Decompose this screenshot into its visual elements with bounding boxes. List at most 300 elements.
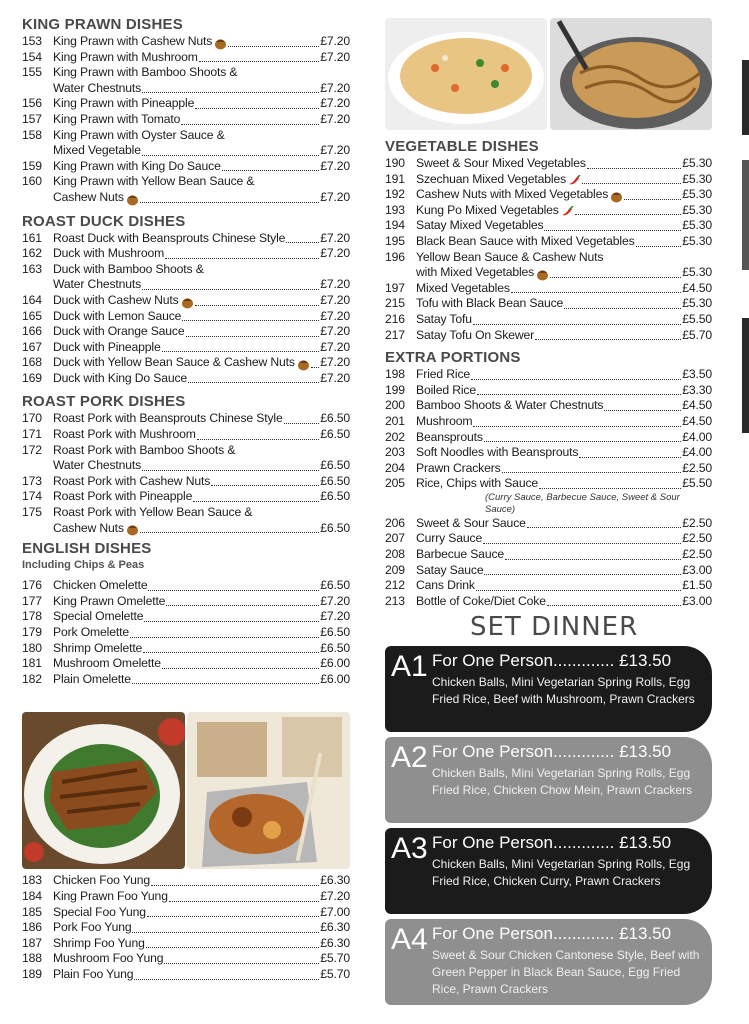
- menu-item: [385, 203, 712, 219]
- item-number: 162: [22, 246, 42, 261]
- item-name-text: Duck with Lemon Sauce: [53, 308, 182, 323]
- item-name-text: Water Chestnuts: [53, 277, 142, 292]
- item-number: 173: [22, 473, 42, 488]
- leader-dots: [147, 916, 319, 917]
- menu-item: [385, 398, 712, 414]
- item-number: 163: [22, 261, 42, 276]
- menu-item: [22, 905, 350, 921]
- item-name-text: with Mixed Vegetables: [416, 265, 535, 280]
- item-name-text: King Prawn with Oyster Sauce &: [53, 127, 225, 142]
- item-number: 184: [22, 888, 42, 903]
- item-name: [53, 873, 320, 889]
- set-dinner-a3: [385, 828, 712, 914]
- cashew-nut-icon: [295, 355, 310, 371]
- menu-item: [22, 309, 350, 325]
- item-number: 169: [22, 370, 42, 385]
- item-name-text: Pork Foo Yung: [53, 920, 132, 935]
- menu-item-line: [22, 262, 350, 278]
- item-name-text: Black Bean Sauce with Mixed Vegetables: [416, 233, 635, 248]
- item-name: [416, 234, 682, 250]
- item-name: [53, 936, 320, 952]
- menu-item-line: [22, 65, 350, 81]
- item-name-text: Roast Duck with Beansprouts Chinese Style: [53, 230, 286, 245]
- section-heading: EXTRA PORTIONS: [385, 349, 521, 367]
- item-name: [53, 65, 350, 81]
- item-name: [53, 309, 320, 325]
- item-number: 182: [22, 671, 42, 686]
- menu-item: [22, 489, 350, 505]
- menu-item: [22, 427, 350, 443]
- leader-dots: [564, 308, 681, 309]
- set-dinner-a2: [385, 737, 712, 823]
- item-price: £1.50: [682, 578, 712, 593]
- leader-dots: [284, 423, 320, 424]
- item-name: [416, 218, 682, 234]
- cashew-nut-icon: [212, 34, 227, 50]
- menu-item: [22, 594, 350, 610]
- item-price: £4.00: [682, 429, 712, 444]
- leader-dots: [182, 320, 319, 321]
- item-note: (Curry Sauce, Barbecue Sauce, Sweet & Sour Sauce): [485, 491, 680, 515]
- cashew-nut-icon: [124, 190, 139, 206]
- item-name: [53, 641, 320, 657]
- menu-item: [22, 411, 350, 427]
- item-number: 183: [22, 873, 42, 888]
- menu-item: [385, 531, 712, 547]
- item-name: [53, 672, 320, 688]
- menu-item: [22, 96, 350, 112]
- leader-dots: [624, 199, 681, 200]
- item-name-text: Roast Pork with Pineapple: [53, 489, 193, 504]
- menu-item: [385, 383, 712, 399]
- leader-dots: [502, 472, 682, 473]
- leader-dots: [165, 258, 319, 259]
- item-name: [53, 411, 320, 427]
- item-name-text: Bottle of Coke/Diet Coke: [416, 593, 546, 608]
- item-number: 195: [385, 233, 405, 248]
- menu-item: [385, 430, 712, 446]
- item-price: £6.30: [320, 935, 350, 950]
- leader-dots: [505, 559, 681, 560]
- leader-dots: [195, 305, 320, 306]
- item-name-text: Barbecue Sauce: [416, 547, 505, 562]
- item-name-text: Shrimp Foo Yung: [53, 935, 145, 950]
- menu-item: [22, 889, 350, 905]
- item-name-text: Satay Tofu On Skewer: [416, 327, 535, 342]
- item-name: [53, 190, 320, 206]
- item-name-text: King Prawn with Yellow Bean Sauce &: [53, 174, 255, 189]
- item-price: £7.20: [320, 277, 350, 292]
- item-name-text: Water Chestnuts: [53, 458, 142, 473]
- item-name-text: Cashew Nuts with Mixed Vegetables: [416, 187, 609, 202]
- menu-item-line: [22, 505, 350, 521]
- item-name-text: Curry Sauce: [416, 531, 483, 546]
- item-number: 203: [385, 445, 405, 460]
- menu-item: [385, 476, 712, 492]
- set-description: Chicken Balls, Mini Vegetarian Spring Rolls, Egg Fried Rice, Beef with Mushroom, Prawn Crackers: [432, 675, 695, 706]
- item-price: £6.30: [320, 873, 350, 888]
- item-number: 171: [22, 427, 42, 442]
- item-price: £5.70: [320, 966, 350, 981]
- section-heading: ROAST DUCK DISHES: [22, 212, 186, 230]
- leader-dots: [228, 46, 319, 47]
- item-number: 175: [22, 505, 42, 520]
- cashew-nut-icon: [608, 187, 623, 203]
- item-number: 166: [22, 324, 42, 339]
- item-number: 156: [22, 96, 42, 111]
- item-name: [53, 143, 320, 159]
- item-number: 180: [22, 640, 42, 655]
- section-heading: VEGETABLE DISHES: [385, 138, 539, 155]
- menu-item: [22, 920, 350, 936]
- leader-dots: [166, 605, 319, 606]
- menu-section: [22, 393, 350, 536]
- item-number: 201: [385, 413, 405, 428]
- item-name: [53, 96, 320, 112]
- leader-dots: [527, 527, 681, 528]
- item-price: £7.20: [320, 158, 350, 173]
- right-sections: [385, 138, 712, 609]
- item-number: 188: [22, 951, 42, 966]
- item-name: [53, 505, 350, 521]
- leader-dots: [142, 92, 319, 93]
- menu-item: [22, 672, 350, 688]
- item-name-text: Prawn Crackers: [416, 460, 501, 475]
- item-name: [416, 296, 682, 312]
- set-dinner-a1: [385, 646, 712, 732]
- leader-dots: [471, 379, 681, 380]
- item-name: [416, 430, 682, 446]
- item-name-text: Roast Pork with Beansprouts Chinese Style: [53, 411, 283, 426]
- menu-item-line: [385, 250, 712, 266]
- item-name: [416, 594, 682, 610]
- leader-dots: [140, 202, 319, 203]
- menu-item: [385, 234, 712, 250]
- menu-item: [385, 594, 712, 610]
- leader-dots: [575, 214, 681, 215]
- leader-dots: [142, 289, 319, 290]
- item-name: [53, 112, 320, 128]
- item-number: 191: [385, 171, 405, 186]
- leader-dots: [544, 230, 681, 231]
- menu-item: [22, 277, 350, 293]
- item-number: 186: [22, 920, 42, 935]
- item-name-text: Water Chestnuts: [53, 80, 142, 95]
- item-price: £6.30: [320, 920, 350, 935]
- menu-item: [22, 190, 350, 206]
- item-name: [53, 578, 320, 594]
- item-name: [53, 246, 320, 262]
- section-heading: ROAST PORK DISHES: [22, 393, 186, 411]
- item-name-text: Chicken Omelette: [53, 578, 148, 593]
- item-price: £4.00: [682, 445, 712, 460]
- item-price: £5.50: [682, 311, 712, 326]
- item-price: £5.30: [682, 202, 712, 217]
- item-name: [416, 187, 682, 203]
- item-number: 157: [22, 111, 42, 126]
- menu-item: [22, 340, 350, 356]
- menu-item: [22, 293, 350, 309]
- leader-dots: [162, 668, 319, 669]
- item-price: £7.20: [320, 292, 350, 307]
- right-menu-column: [385, 138, 712, 609]
- item-number: 189: [22, 966, 42, 981]
- item-price: £4.50: [682, 413, 712, 428]
- photo-takeaway-boxes: [187, 712, 350, 869]
- item-price: £6.50: [320, 427, 350, 442]
- leader-dots: [211, 485, 319, 486]
- item-price: £7.20: [320, 888, 350, 903]
- leader-dots: [132, 683, 319, 684]
- item-name-text: King Prawn with Mushroom: [53, 49, 198, 64]
- item-name-text: Satay Mixed Vegetables: [416, 218, 544, 233]
- item-number: 196: [385, 249, 405, 264]
- menu-item: [22, 967, 350, 983]
- section-heading: ENGLISH DISHES: [22, 540, 152, 558]
- menu-section: [22, 16, 350, 206]
- menu-item: [385, 516, 712, 532]
- item-name-text: King Prawn Omelette: [53, 593, 166, 608]
- item-name-text: Yellow Bean Sauce & Cashew Nuts: [416, 249, 604, 264]
- set-dinner-title: SET DINNER: [470, 612, 639, 642]
- item-name-text: Sweet & Sour Mixed Vegetables: [416, 156, 586, 170]
- item-price: £7.20: [320, 593, 350, 608]
- item-name-text: King Prawn with Cashew Nuts: [53, 34, 213, 48]
- item-name: [53, 474, 320, 490]
- leader-dots: [188, 382, 319, 383]
- menu-item: [22, 143, 350, 159]
- item-number: 194: [385, 218, 405, 233]
- leader-dots: [193, 501, 319, 502]
- menu-item: [22, 324, 350, 340]
- leader-dots: [286, 242, 319, 243]
- item-name-text: Duck with Bamboo Shoots &: [53, 261, 204, 276]
- set-heading: For One Person............. £13.50: [432, 651, 672, 670]
- item-name-text: Pork Omelette: [53, 625, 129, 639]
- set-heading: For One Person............. £13.50: [432, 742, 672, 761]
- item-name-text: Chicken Foo Yung: [53, 873, 150, 888]
- set-code: A2: [391, 741, 428, 774]
- item-name: [53, 50, 320, 66]
- item-name-text: Roast Pork with Yellow Bean Sauce &: [53, 505, 253, 520]
- item-price: £2.50: [682, 515, 712, 530]
- menu-item: [385, 414, 712, 430]
- leader-dots: [587, 168, 681, 169]
- item-name: [53, 920, 320, 936]
- leader-dots: [484, 441, 681, 442]
- item-price: £7.20: [320, 34, 350, 48]
- item-name-text: Satay Tofu: [416, 311, 472, 326]
- menu-item: [22, 873, 350, 889]
- item-number: 209: [385, 562, 405, 577]
- item-price: £7.20: [320, 189, 350, 204]
- leader-dots: [604, 410, 681, 411]
- leader-dots: [169, 901, 319, 902]
- item-name: [416, 265, 682, 281]
- item-name-text: Cashew Nuts: [53, 189, 124, 204]
- menu-item: [22, 656, 350, 672]
- item-price: £6.00: [320, 671, 350, 686]
- item-name: [53, 159, 320, 175]
- item-price: £7.00: [320, 904, 350, 919]
- set-description: Chicken Balls, Mini Vegetarian Spring Rolls, Egg Fried Rice, Chicken Curry, Prawn Crackers: [432, 857, 691, 888]
- item-price: £7.20: [320, 355, 350, 370]
- item-name-text: Rice, Chips with Sauce: [416, 476, 539, 491]
- photo-fried-rice: [385, 18, 547, 130]
- leader-dots: [143, 652, 319, 653]
- leader-dots: [473, 324, 681, 325]
- leader-dots: [484, 574, 681, 575]
- item-name: [53, 458, 320, 474]
- menu-item: [385, 218, 712, 234]
- item-name: [416, 328, 682, 344]
- item-price: £7.20: [320, 246, 350, 261]
- item-name-text: Special Foo Yung: [53, 904, 146, 919]
- menu-item: [22, 625, 350, 641]
- item-number: 170: [22, 411, 42, 426]
- item-name-text: King Prawn with King Do Sauce: [53, 158, 221, 173]
- item-price: £2.50: [682, 547, 712, 562]
- leader-dots: [535, 339, 681, 340]
- leader-dots: [636, 246, 682, 247]
- item-name: [53, 231, 320, 247]
- menu-item: [385, 296, 712, 312]
- item-number: 216: [385, 311, 405, 326]
- leader-dots: [547, 605, 681, 606]
- leader-dots: [197, 439, 320, 440]
- item-name-text: King Prawn with Tomato: [53, 111, 181, 126]
- menu-item: [385, 461, 712, 477]
- item-name-text: King Prawn Foo Yung: [53, 888, 168, 903]
- item-number: 215: [385, 296, 405, 311]
- item-name: [53, 951, 320, 967]
- leader-dots: [195, 108, 319, 109]
- item-name: [416, 578, 682, 594]
- item-number: 165: [22, 308, 42, 323]
- item-number: 200: [385, 398, 405, 413]
- item-number: 187: [22, 935, 42, 950]
- item-number: 212: [385, 578, 405, 593]
- item-name: [416, 172, 682, 188]
- item-price: £7.20: [320, 111, 350, 126]
- item-number: 164: [22, 292, 42, 307]
- leader-dots: [142, 470, 319, 471]
- menu-item-line: [22, 128, 350, 144]
- item-name: [416, 367, 682, 383]
- item-name: [53, 656, 320, 672]
- item-price: £5.30: [682, 233, 712, 248]
- item-price: £7.20: [320, 609, 350, 624]
- item-price: £7.20: [320, 324, 350, 339]
- leader-dots: [579, 457, 681, 458]
- item-name-text: Bamboo Shoots & Water Chestnuts: [416, 398, 604, 413]
- item-name: [416, 414, 682, 430]
- item-name: [53, 340, 320, 356]
- item-price: £5.30: [682, 218, 712, 233]
- item-price: £7.20: [320, 80, 350, 95]
- leader-dots: [582, 183, 681, 184]
- item-name-text: Mixed Vegetable: [53, 143, 141, 158]
- menu-item: [385, 187, 712, 203]
- chili-icon: [566, 172, 581, 188]
- item-name: [416, 547, 682, 563]
- menu-item: [22, 474, 350, 490]
- menu-item: [22, 951, 350, 967]
- item-name-text: King Prawn with Pineapple: [53, 96, 195, 111]
- item-name-text: Beansprouts: [416, 429, 483, 444]
- leader-dots: [151, 885, 319, 886]
- set-code: A1: [391, 650, 428, 683]
- item-name: [53, 521, 320, 537]
- item-number: 174: [22, 489, 42, 504]
- leader-dots: [140, 532, 319, 533]
- set-description: Sweet & Sour Chicken Cantonese Style, Beef with Green Pepper in Black Bean Sauce, Egg Fried Rice, Prawn Crackers: [432, 948, 700, 996]
- item-number: 159: [22, 158, 42, 173]
- menu-item: [385, 367, 712, 383]
- menu-section: [22, 540, 350, 687]
- leader-dots: [477, 394, 681, 395]
- item-number: 158: [22, 127, 42, 142]
- item-name: [53, 889, 320, 905]
- item-number: 208: [385, 547, 405, 562]
- item-price: £4.50: [682, 398, 712, 413]
- leader-dots: [311, 367, 319, 368]
- item-name: [53, 443, 350, 459]
- item-name: [53, 81, 320, 97]
- item-price: £6.50: [320, 578, 350, 593]
- leader-dots: [199, 61, 320, 62]
- leader-dots: [511, 292, 681, 293]
- item-name: [53, 34, 320, 50]
- item-name: [416, 563, 682, 579]
- menu-item: [385, 156, 712, 172]
- item-price: £6.50: [320, 520, 350, 535]
- item-name-text: Mushroom Foo Yung: [53, 951, 164, 966]
- set-code: A4: [391, 923, 428, 956]
- leader-dots: [550, 277, 681, 278]
- item-name: [416, 476, 682, 492]
- item-name: [53, 324, 320, 340]
- menu-item: [385, 172, 712, 188]
- item-name-text: Special Omelette: [53, 609, 144, 624]
- menu-item: [22, 50, 350, 66]
- item-price: £5.50: [682, 476, 712, 491]
- item-number: 185: [22, 904, 42, 919]
- item-name: [53, 427, 320, 443]
- item-price: £6.50: [320, 473, 350, 488]
- item-name: [416, 281, 682, 297]
- item-name-text: Duck with Pineapple: [53, 339, 161, 354]
- item-number: 176: [22, 578, 42, 593]
- cashew-nut-icon: [179, 293, 194, 309]
- set-dinner-a4: [385, 919, 712, 1005]
- item-number: 213: [385, 593, 405, 608]
- item-name: [416, 312, 682, 328]
- leader-dots: [148, 590, 319, 591]
- menu-item: [22, 34, 350, 50]
- leader-dots: [476, 590, 681, 591]
- page-edge-fragment: [742, 318, 749, 433]
- item-number: 155: [22, 65, 42, 80]
- item-name-text: Roast Pork with Bamboo Shoots &: [53, 442, 236, 457]
- menu-item: [22, 371, 350, 387]
- photo-duck-dish: [22, 712, 185, 869]
- item-name: [416, 531, 682, 547]
- item-name-text: Roast Pork with Mushroom: [53, 427, 196, 442]
- item-name: [416, 250, 712, 266]
- item-name-text: Mixed Vegetables: [416, 280, 510, 295]
- item-name: [53, 293, 320, 309]
